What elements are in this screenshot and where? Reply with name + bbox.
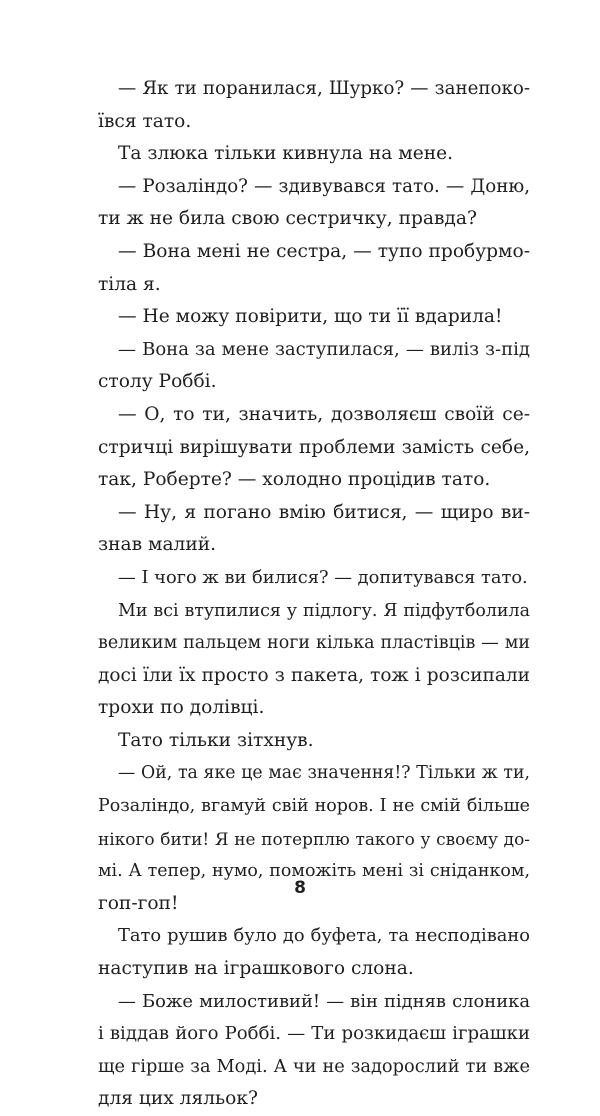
text-line: — Вона за мене заступилася, — виліз з-під (118, 338, 530, 360)
text-line: гоп-гоп! (98, 892, 179, 914)
text-line: і віддав його Роббі. — Ти розкидаєш іграшки (98, 1023, 530, 1045)
text-line: столу Роббі. (98, 371, 217, 393)
text-line: — Ну, я погано вмію битися, — щиро ви- (118, 501, 530, 523)
body-text (98, 73, 530, 1116)
text-line: — Ой, та яке це має значення!? Тільки ж ти, (118, 763, 530, 784)
text-line: — О, то ти, значить, дозволяєш своїй се- (118, 403, 530, 425)
text-line: нікого бити! Я не потерплю такого у своєму до- (98, 828, 530, 849)
text-line: — І чого ж ви билися? — допитувався тато. (118, 566, 528, 588)
text-line: ївся тато. (98, 110, 192, 132)
text-line: Тато тільки зітхнув. (118, 729, 314, 751)
text-line: так, Роберте? — холодно процідив тато. (98, 469, 491, 491)
text-line: ти ж не била свою сестричку, правда? (98, 208, 477, 230)
text-line: досі їли їх просто з пакета, тож і розсипали (98, 664, 530, 686)
text-line: Розаліндо, вгамуй свій норов. І не смій більше (98, 796, 530, 817)
text-line: Тато рушив було до буфета, та несподівано (118, 925, 530, 947)
text-line: Ми всі втупилися у підлогу. Я підфутболила (118, 600, 530, 621)
text-line: мі. А тепер, нумо, поможіть мені зі сніданком, (98, 861, 530, 882)
text-line: — Як ти поранилася, Шурко? — занепоко- (118, 78, 530, 99)
text-line: для цих ляльок? (98, 1088, 258, 1110)
text-line: — Не можу повірити, що ти її вдарила! (118, 306, 503, 328)
page-number: 8 (294, 878, 306, 898)
text-line: стричці вирішувати проблеми замість себе, (98, 436, 530, 458)
text-line: — Боже милостивий! — він підняв слоника (118, 990, 530, 1012)
text-line: великим пальцем ноги кілька пластівців — ми (98, 633, 530, 654)
text-line: наступив на іграшкового слона. (98, 958, 414, 980)
text-line: Та злюка тільки кивнула на мене. (118, 143, 454, 165)
text-line: знав малий. (98, 534, 217, 556)
text-line: тіла я. (98, 273, 161, 295)
text-line: — Розаліндо? — здивувався тато. — Доню, (118, 175, 530, 197)
text-line: ще гірше за Моді. А чи не задорослий ти вже (98, 1055, 530, 1077)
text-line: — Вона мені не сестра, — тупо пробурмо- (118, 240, 530, 262)
text-line: трохи по долівці. (98, 697, 265, 719)
